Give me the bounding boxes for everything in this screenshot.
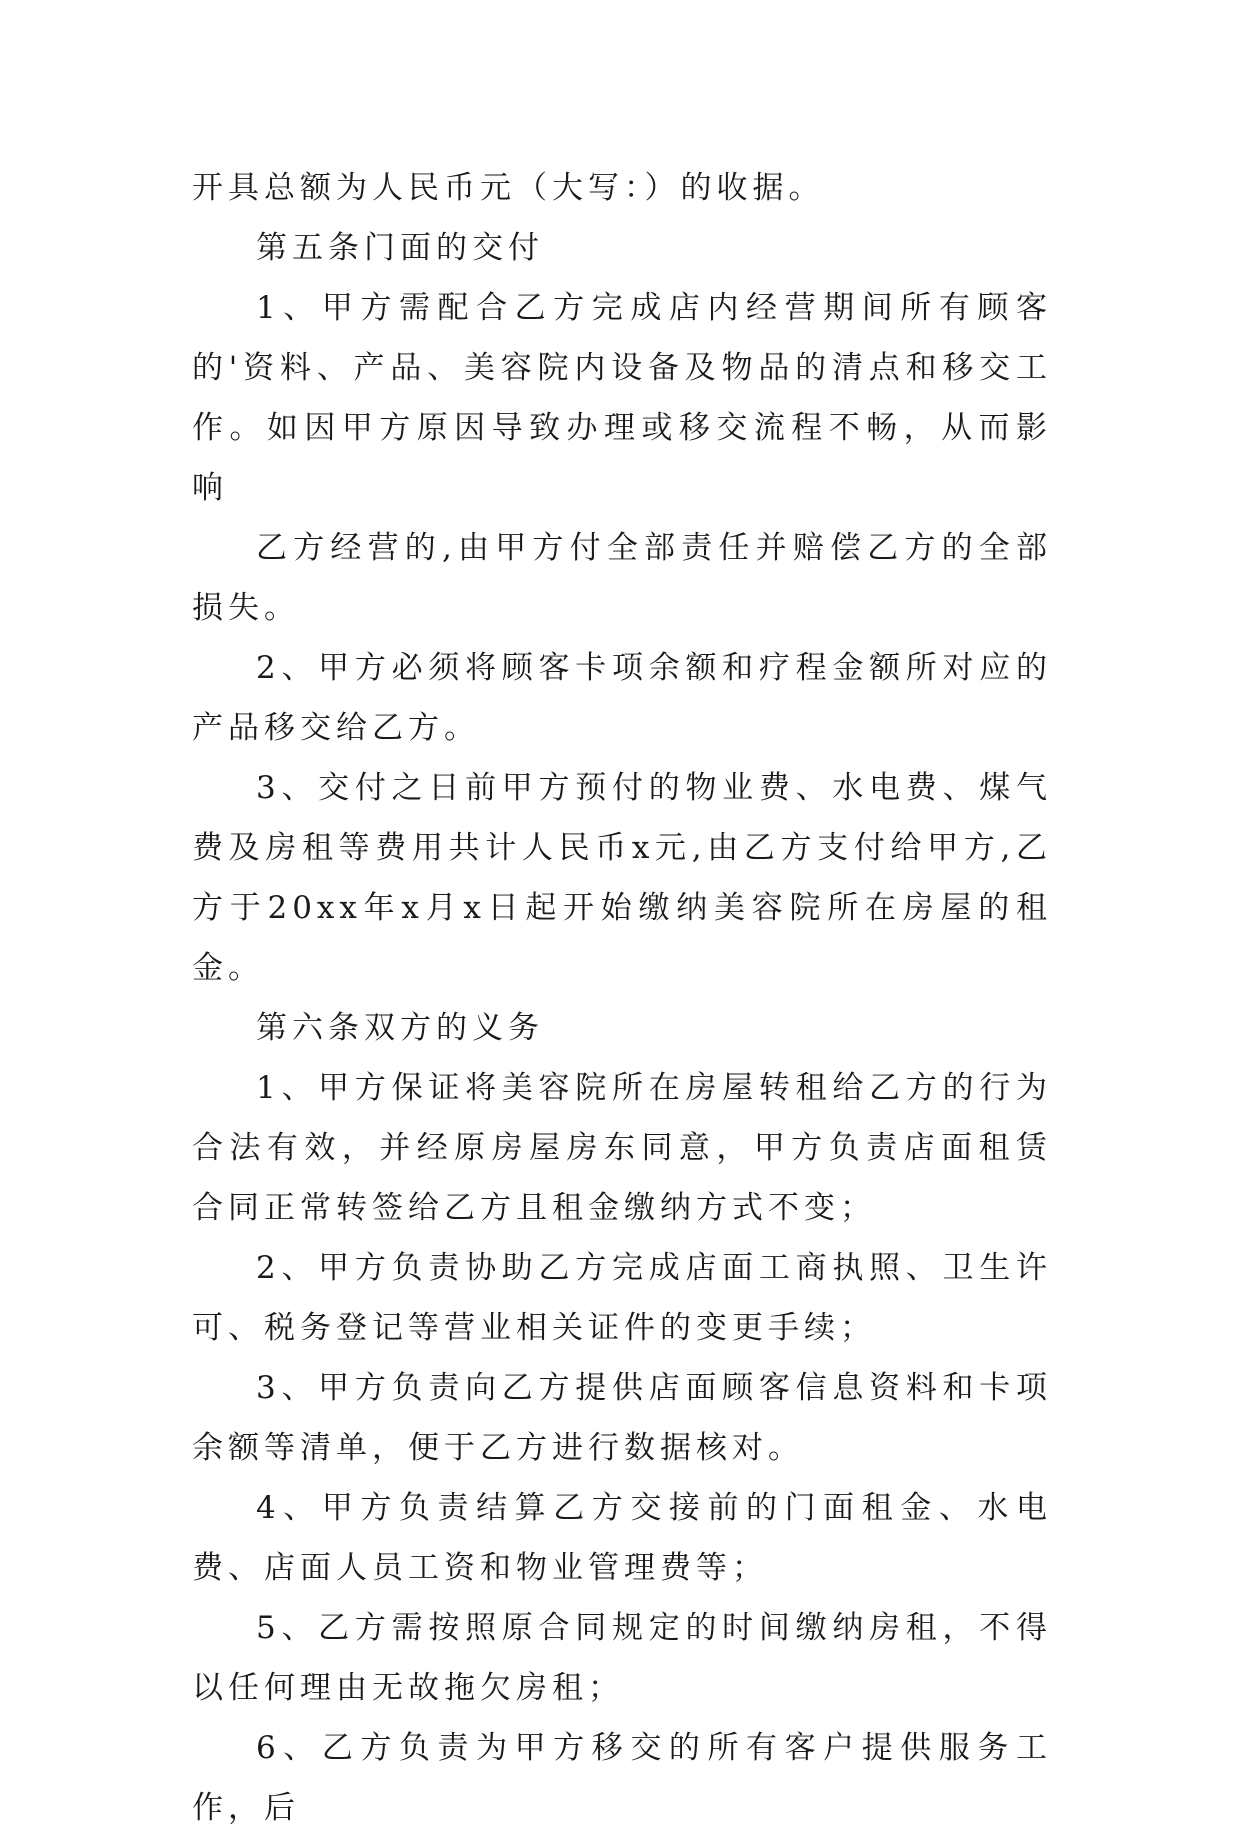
section-heading-article-6: 第六条双方的义务: [256, 1010, 544, 1046]
paragraph-receipt-amount: 开具总额为人民币元（大写：）的收据。: [192, 170, 825, 206]
paragraph-article-6-item-5: 5、乙方需按照原合同规定的时间缴纳房租，不得以任何理由无故拖欠房租；: [192, 1610, 1052, 1706]
paragraph-article-5-item-1-continued: 乙方经营的,由甲方付全部责任并赔偿乙方的全部损失。: [192, 530, 1052, 626]
paragraph-article-6-item-3: 3、甲方负责向乙方提供店面顾客信息资料和卡项余额等清单，便于乙方进行数据核对。: [192, 1370, 1052, 1466]
paragraph-article-6-item-4: 4、甲方负责结算乙方交接前的门面租金、水电费、店面人员工资和物业管理费等；: [192, 1490, 1052, 1586]
section-heading-article-5: 第五条门面的交付: [256, 230, 544, 266]
paragraph-article-6-item-2: 2、甲方负责协助乙方完成店面工商执照、卫生许可、税务登记等营业相关证件的变更手续；: [192, 1250, 1052, 1346]
paragraph-article-5-item-3: 3、交付之日前甲方预付的物业费、水电费、煤气费及房租等费用共计人民币x元,由乙方支付给甲方,乙方于20xx年x月x日起开始缴纳美容院所在房屋的租金。: [192, 770, 1052, 986]
paragraph-article-6-item-1: 1、甲方保证将美容院所在房屋转租给乙方的行为合法有效，并经原房屋房东同意，甲方负责店面租赁合同正常转签给乙方且租金缴纳方式不变；: [192, 1070, 1052, 1226]
paragraph-article-5-item-1: 1、甲方需配合乙方完成店内经营期间所有顾客的'资料、产品、美容院内设备及物品的清点和移交工作。如因甲方原因导致办理或移交流程不畅，从而影响: [192, 290, 1052, 506]
paragraph-article-5-item-2: 2、甲方必须将顾客卡项余额和疗程金额所对应的产品移交给乙方。: [192, 650, 1052, 746]
paragraph-article-6-item-6: 6、乙方负责为甲方移交的所有客户提供服务工作，后: [192, 1730, 1052, 1826]
document-body: [192, 158, 1052, 1838]
